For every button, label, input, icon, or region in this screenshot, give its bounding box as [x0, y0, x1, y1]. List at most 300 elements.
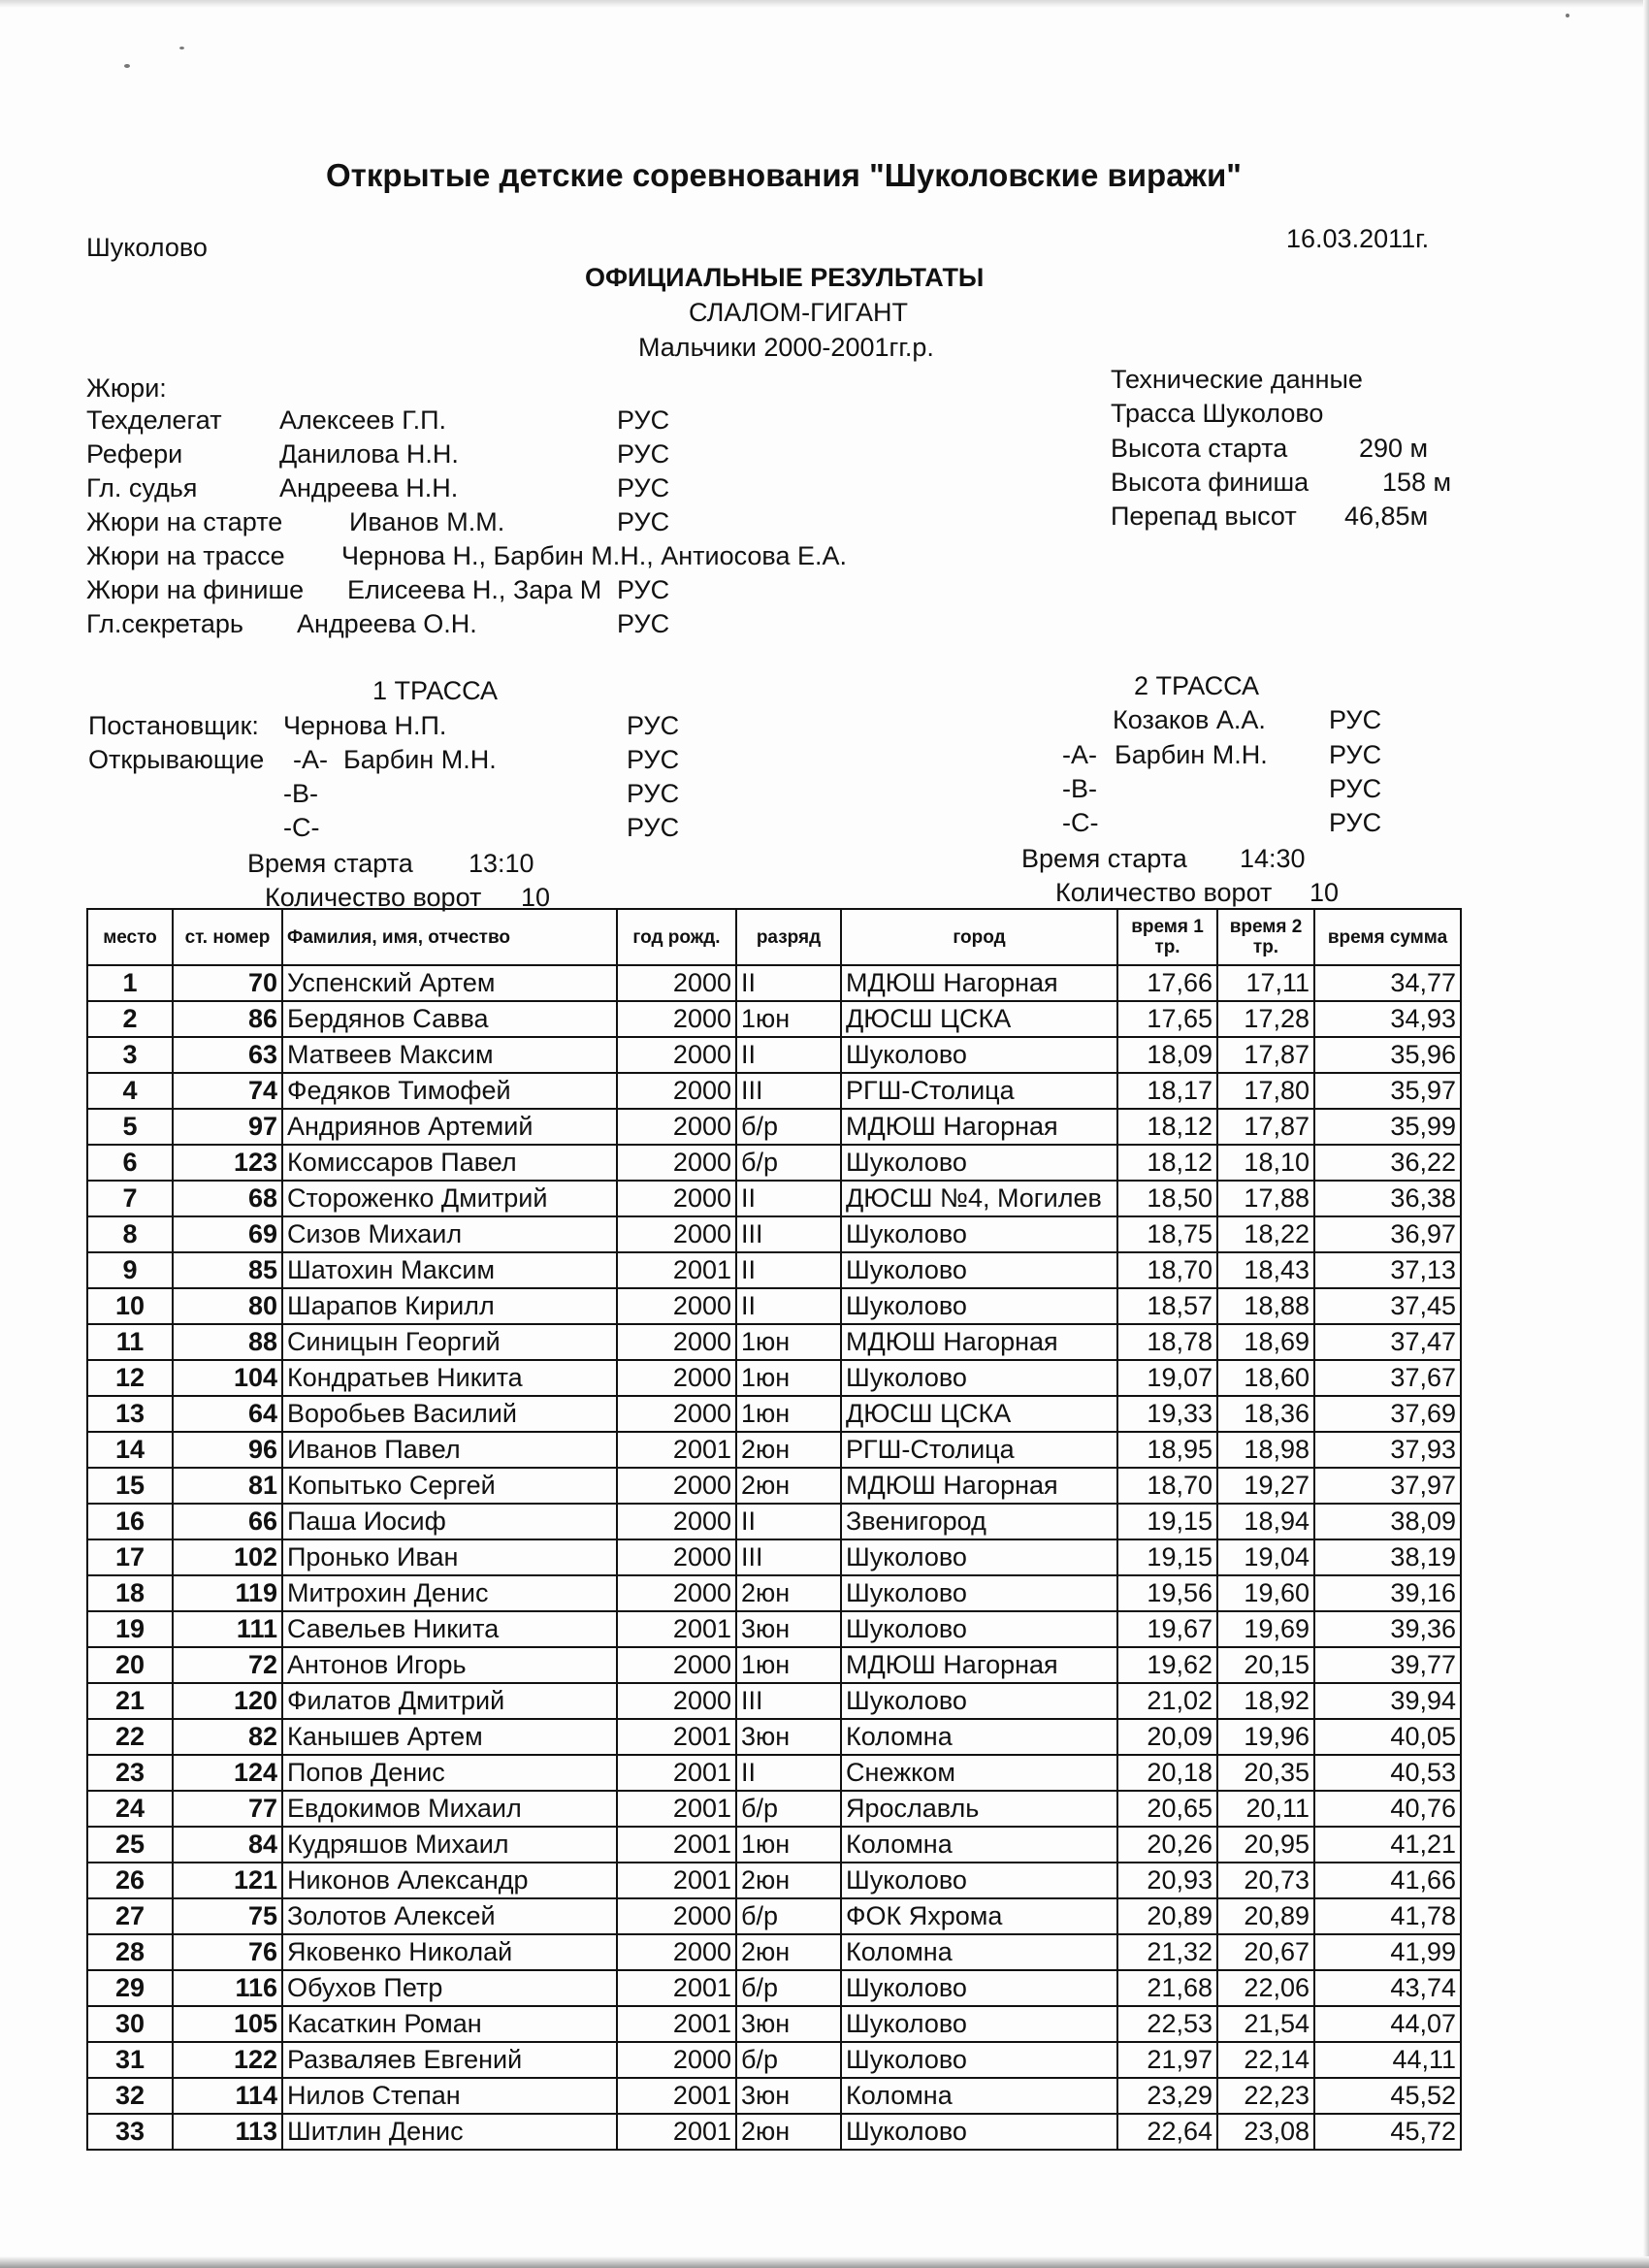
name-cell: Филатов Дмитрий: [282, 1683, 617, 1719]
name-cell: Шатохин Максим: [282, 1252, 617, 1288]
run2-forerunner-code: -В-: [1062, 774, 1097, 803]
place-cell: 13: [87, 1396, 173, 1432]
time2-cell: 20,15: [1217, 1647, 1314, 1683]
total-cell: 40,76: [1314, 1791, 1461, 1827]
time1-cell: 18,70: [1117, 1468, 1217, 1504]
time1-cell: 18,50: [1117, 1181, 1217, 1216]
discipline: СЛАЛОМ-ГИГАНТ: [689, 298, 908, 327]
city-cell: Шуколово: [841, 1539, 1117, 1575]
place-cell: 32: [87, 2078, 173, 2114]
time2-cell: 20,67: [1217, 1934, 1314, 1970]
table-row: [87, 1934, 1461, 1970]
year-cell: 2000: [617, 1647, 736, 1683]
bib-cell: 77: [173, 1791, 282, 1827]
category-cell: II: [736, 965, 841, 1001]
time2-cell: 17,11: [1217, 965, 1314, 1001]
year-cell: 2000: [617, 2042, 736, 2078]
run2-setter-country: РУС: [1329, 705, 1382, 734]
year-cell: 2001: [617, 1252, 736, 1288]
year-cell: 2000: [617, 1073, 736, 1109]
run2-forerunner-country: РУС: [1329, 774, 1382, 803]
results-table: [86, 908, 1462, 2151]
time2-cell: 17,80: [1217, 1073, 1314, 1109]
category-cell: 2юн: [736, 1432, 841, 1468]
technical-label: Технические данные: [1111, 365, 1363, 394]
total-cell: 37,13: [1314, 1252, 1461, 1288]
time2-cell: 18,88: [1217, 1288, 1314, 1324]
run1-forerunner-country: РУС: [627, 813, 680, 842]
results-body: [87, 965, 1461, 2150]
run1-setter: Чернова Н.П.: [283, 711, 447, 740]
year-cell: 2000: [617, 1181, 736, 1216]
time1-cell: 18,09: [1117, 1037, 1217, 1073]
header-name: Фамилия, имя, отчество: [282, 909, 617, 965]
jury-role: Жюри на старте: [86, 507, 283, 536]
category-cell: б/р: [736, 1145, 841, 1181]
results-heading: ОФИЦИАЛЬНЫЕ РЕЗУЛЬТАТЫ: [585, 263, 985, 292]
course-name: Трасса Шуколово: [1111, 399, 1324, 428]
total-cell: 43,74: [1314, 1970, 1461, 2006]
total-cell: 36,22: [1314, 1145, 1461, 1181]
time1-cell: 19,07: [1117, 1360, 1217, 1396]
jury-role: Гл. судья: [86, 473, 198, 502]
time1-cell: 21,97: [1117, 2042, 1217, 2078]
name-cell: Касаткин Роман: [282, 2006, 617, 2042]
total-cell: 38,19: [1314, 1539, 1461, 1575]
table-row: [87, 1683, 1461, 1719]
total-cell: 37,69: [1314, 1396, 1461, 1432]
run1-label: 1 ТРАССА: [372, 676, 499, 705]
age-group: Мальчики 2000-2001гг.р.: [638, 333, 934, 362]
bib-cell: 88: [173, 1324, 282, 1360]
place-cell: 9: [87, 1252, 173, 1288]
run1-setter-label: Постановщик:: [88, 711, 259, 740]
total-cell: 34,77: [1314, 965, 1461, 1001]
bib-cell: 116: [173, 1970, 282, 2006]
run2-gates: 10: [1310, 878, 1340, 907]
year-cell: 2001: [617, 1719, 736, 1755]
run1-forerunner-code: -В-: [283, 779, 318, 808]
jury-role: Гл.секретарь: [86, 609, 243, 638]
time2-cell: 18,43: [1217, 1252, 1314, 1288]
table-row: [87, 1719, 1461, 1755]
time2-cell: 20,73: [1217, 1863, 1314, 1898]
category-cell: 3юн: [736, 1719, 841, 1755]
bib-cell: 120: [173, 1683, 282, 1719]
name-cell: Антонов Игорь: [282, 1647, 617, 1683]
name-cell: Комиссаров Павел: [282, 1145, 617, 1181]
scan-edge-top: [0, 0, 1649, 8]
place-cell: 8: [87, 1216, 173, 1252]
time1-cell: 23,29: [1117, 2078, 1217, 2114]
table-row: [87, 1539, 1461, 1575]
total-cell: 37,47: [1314, 1324, 1461, 1360]
category-cell: 1юн: [736, 1827, 841, 1863]
total-cell: 39,77: [1314, 1647, 1461, 1683]
scan-edge-right: [1643, 0, 1649, 2268]
time2-cell: 19,69: [1217, 1611, 1314, 1647]
bib-cell: 63: [173, 1037, 282, 1073]
name-cell: Пронько Иван: [282, 1539, 617, 1575]
jury-label: Жюри:: [86, 373, 167, 403]
time1-cell: 18,75: [1117, 1216, 1217, 1252]
city-cell: Шуколово: [841, 1970, 1117, 2006]
city-cell: РГШ-Столица: [841, 1432, 1117, 1468]
category-cell: 2юн: [736, 1934, 841, 1970]
city-cell: Шуколово: [841, 2114, 1117, 2150]
time1-cell: 21,32: [1117, 1934, 1217, 1970]
run1-forerunner-country: РУС: [627, 779, 680, 808]
jury-name: Елисеева Н., Зара М: [347, 575, 602, 604]
year-cell: 2000: [617, 1145, 736, 1181]
scan-speck: [179, 47, 184, 49]
place-cell: 2: [87, 1001, 173, 1037]
year-cell: 2000: [617, 1360, 736, 1396]
total-cell: 38,09: [1314, 1504, 1461, 1539]
category-cell: б/р: [736, 1898, 841, 1934]
time1-cell: 20,26: [1117, 1827, 1217, 1863]
total-cell: 45,52: [1314, 2078, 1461, 2114]
name-cell: Синицын Георгий: [282, 1324, 617, 1360]
table-row: [87, 1324, 1461, 1360]
name-cell: Сизов Михаил: [282, 1216, 617, 1252]
place-cell: 27: [87, 1898, 173, 1934]
place-cell: 4: [87, 1073, 173, 1109]
city-cell: МДЮШ Нагорная: [841, 1324, 1117, 1360]
place-cell: 18: [87, 1575, 173, 1611]
city-cell: Шуколово: [841, 1037, 1117, 1073]
time1-cell: 18,95: [1117, 1432, 1217, 1468]
tech-value: 158 м: [1382, 468, 1452, 497]
name-cell: Савельев Никита: [282, 1611, 617, 1647]
run1-start-time-label: Время старта: [247, 849, 413, 878]
total-cell: 36,97: [1314, 1216, 1461, 1252]
total-cell: 34,93: [1314, 1001, 1461, 1037]
name-cell: Кудряшов Михаил: [282, 1827, 617, 1863]
total-cell: 41,21: [1314, 1827, 1461, 1863]
bib-cell: 66: [173, 1504, 282, 1539]
table-row: [87, 1898, 1461, 1934]
bib-cell: 81: [173, 1468, 282, 1504]
table-row: [87, 1181, 1461, 1216]
time1-cell: 21,02: [1117, 1683, 1217, 1719]
place-cell: 12: [87, 1360, 173, 1396]
table-row: [87, 2114, 1461, 2150]
total-cell: 41,99: [1314, 1934, 1461, 1970]
bib-cell: 64: [173, 1396, 282, 1432]
year-cell: 2001: [617, 1970, 736, 2006]
header-time2: время 2 тр.: [1217, 909, 1314, 965]
time1-cell: 17,66: [1117, 965, 1217, 1001]
table-row: [87, 1504, 1461, 1539]
jury-name: Алексеев Г.П.: [279, 405, 447, 435]
time1-cell: 18,12: [1117, 1145, 1217, 1181]
run2-forerunner-country: РУС: [1329, 808, 1382, 837]
table-row: [87, 1001, 1461, 1037]
category-cell: 1юн: [736, 1001, 841, 1037]
place-cell: 25: [87, 1827, 173, 1863]
name-cell: Шитлин Денис: [282, 2114, 617, 2150]
name-cell: Копытько Сергей: [282, 1468, 617, 1504]
time1-cell: 20,65: [1117, 1791, 1217, 1827]
city-cell: Снежком: [841, 1755, 1117, 1791]
bib-cell: 74: [173, 1073, 282, 1109]
table-row: [87, 1611, 1461, 1647]
time2-cell: 18,22: [1217, 1216, 1314, 1252]
place-cell: 15: [87, 1468, 173, 1504]
time2-cell: 22,14: [1217, 2042, 1314, 2078]
time1-cell: 18,78: [1117, 1324, 1217, 1360]
header-category: разряд: [736, 909, 841, 965]
place-cell: 1: [87, 965, 173, 1001]
category-cell: 2юн: [736, 2114, 841, 2150]
total-cell: 40,53: [1314, 1755, 1461, 1791]
city-cell: Шуколово: [841, 1216, 1117, 1252]
city-cell: Шуколово: [841, 1575, 1117, 1611]
place-cell: 26: [87, 1863, 173, 1898]
time2-cell: 20,89: [1217, 1898, 1314, 1934]
total-cell: 36,38: [1314, 1181, 1461, 1216]
table-row: [87, 965, 1461, 1001]
table-row: [87, 1109, 1461, 1145]
jury-name: Данилова Н.Н.: [279, 439, 459, 469]
year-cell: 2001: [617, 2006, 736, 2042]
run1-gates: 10: [521, 883, 551, 912]
category-cell: 3юн: [736, 2006, 841, 2042]
time1-cell: 17,65: [1117, 1001, 1217, 1037]
bib-cell: 113: [173, 2114, 282, 2150]
time1-cell: 20,93: [1117, 1863, 1217, 1898]
place-cell: 20: [87, 1647, 173, 1683]
name-cell: Успенский Артем: [282, 965, 617, 1001]
table-row: [87, 1037, 1461, 1073]
name-cell: Матвеев Максим: [282, 1037, 617, 1073]
bib-cell: 119: [173, 1575, 282, 1611]
bib-cell: 123: [173, 1145, 282, 1181]
time2-cell: 23,08: [1217, 2114, 1314, 2150]
city-cell: РГШ-Столица: [841, 1073, 1117, 1109]
place-cell: 28: [87, 1934, 173, 1970]
name-cell: Воробьев Василий: [282, 1396, 617, 1432]
scan-speck: [1566, 14, 1569, 17]
bib-cell: 97: [173, 1109, 282, 1145]
bib-cell: 69: [173, 1216, 282, 1252]
table-row: [87, 1432, 1461, 1468]
time2-cell: 19,60: [1217, 1575, 1314, 1611]
year-cell: 2001: [617, 1432, 736, 1468]
time2-cell: 18,36: [1217, 1396, 1314, 1432]
total-cell: 37,93: [1314, 1432, 1461, 1468]
city-cell: МДЮШ Нагорная: [841, 965, 1117, 1001]
name-cell: Андриянов Артемий: [282, 1109, 617, 1145]
year-cell: 2000: [617, 1324, 736, 1360]
bib-cell: 105: [173, 2006, 282, 2042]
city-cell: ФОК Яхрома: [841, 1898, 1117, 1934]
run2-start-time-label: Время старта: [1021, 844, 1187, 873]
name-cell: Стороженко Дмитрий: [282, 1181, 617, 1216]
bib-cell: 70: [173, 965, 282, 1001]
jury-role: Жюри на трассе: [86, 541, 285, 570]
city-cell: Коломна: [841, 1827, 1117, 1863]
place-cell: 21: [87, 1683, 173, 1719]
category-cell: II: [736, 1755, 841, 1791]
year-cell: 2000: [617, 1396, 736, 1432]
table-row: [87, 1755, 1461, 1791]
place-cell: 22: [87, 1719, 173, 1755]
table-header-row: [87, 909, 1461, 965]
name-cell: Попов Денис: [282, 1755, 617, 1791]
time2-cell: 19,04: [1217, 1539, 1314, 1575]
run2-forerunner-code: -А-: [1062, 740, 1097, 769]
name-cell: Митрохин Денис: [282, 1575, 617, 1611]
bib-cell: 82: [173, 1719, 282, 1755]
name-cell: Шарапов Кирилл: [282, 1288, 617, 1324]
category-cell: 1юн: [736, 1647, 841, 1683]
tech-value: 290 м: [1359, 434, 1429, 463]
bib-cell: 84: [173, 1827, 282, 1863]
year-cell: 2000: [617, 1001, 736, 1037]
year-cell: 2001: [617, 1827, 736, 1863]
category-cell: б/р: [736, 1109, 841, 1145]
place-cell: 10: [87, 1288, 173, 1324]
jury-name: Андреева О.Н.: [297, 609, 477, 638]
time2-cell: 20,35: [1217, 1755, 1314, 1791]
header-year: год рожд.: [617, 909, 736, 965]
total-cell: 44,11: [1314, 2042, 1461, 2078]
name-cell: Золотов Алексей: [282, 1898, 617, 1934]
year-cell: 2000: [617, 965, 736, 1001]
date: 16.03.2011г.: [1286, 224, 1430, 253]
time2-cell: 18,60: [1217, 1360, 1314, 1396]
city-cell: Шуколово: [841, 1288, 1117, 1324]
run1-forerunner-name: Барбин М.Н.: [343, 745, 497, 774]
time2-cell: 17,87: [1217, 1037, 1314, 1073]
total-cell: 37,97: [1314, 1468, 1461, 1504]
time1-cell: 20,09: [1117, 1719, 1217, 1755]
run2-gates-label: Количество ворот: [1055, 878, 1273, 907]
document-title: Открытые детские соревнования "Шуколовские виражи": [326, 157, 1242, 193]
bib-cell: 75: [173, 1898, 282, 1934]
name-cell: Иванов Павел: [282, 1432, 617, 1468]
city-cell: Шуколово: [841, 1252, 1117, 1288]
scan-speck: [124, 64, 130, 68]
city-cell: ДЮСШ ЦСКА: [841, 1396, 1117, 1432]
tech-label: Высота финиша: [1111, 468, 1310, 497]
run1-setter-country: РУС: [627, 711, 680, 740]
year-cell: 2000: [617, 1037, 736, 1073]
name-cell: Паша Иосиф: [282, 1504, 617, 1539]
location: Шуколово: [86, 233, 208, 262]
city-cell: Звенигород: [841, 1504, 1117, 1539]
city-cell: Коломна: [841, 1934, 1117, 1970]
scan-edge-bottom: [0, 2256, 1649, 2268]
year-cell: 2000: [617, 1539, 736, 1575]
bib-cell: 104: [173, 1360, 282, 1396]
year-cell: 2000: [617, 1468, 736, 1504]
place-cell: 17: [87, 1539, 173, 1575]
name-cell: Канышев Артем: [282, 1719, 617, 1755]
time2-cell: 22,23: [1217, 2078, 1314, 2114]
category-cell: III: [736, 1683, 841, 1719]
table-row: [87, 1575, 1461, 1611]
total-cell: 35,97: [1314, 1073, 1461, 1109]
run2-forerunner-name: Барбин М.Н.: [1115, 740, 1268, 769]
header-place: место: [87, 909, 173, 965]
time2-cell: 17,87: [1217, 1109, 1314, 1145]
table-row: [87, 1396, 1461, 1432]
bib-cell: 102: [173, 1539, 282, 1575]
place-cell: 30: [87, 2006, 173, 2042]
jury-country: РУС: [617, 609, 670, 638]
category-cell: 2юн: [736, 1468, 841, 1504]
time2-cell: 20,11: [1217, 1791, 1314, 1827]
year-cell: 2001: [617, 2078, 736, 2114]
run1-forerunner-code: -С-: [283, 813, 320, 842]
place-cell: 19: [87, 1611, 173, 1647]
city-cell: МДЮШ Нагорная: [841, 1468, 1117, 1504]
place-cell: 11: [87, 1324, 173, 1360]
jury-country: РУС: [617, 575, 670, 604]
tech-label: Высота старта: [1111, 434, 1288, 463]
run1-forerunner-country: РУС: [627, 745, 680, 774]
total-cell: 44,07: [1314, 2006, 1461, 2042]
header-total: время сумма: [1314, 909, 1461, 965]
category-cell: II: [736, 1037, 841, 1073]
name-cell: Разваляев Евгений: [282, 2042, 617, 2078]
total-cell: 35,96: [1314, 1037, 1461, 1073]
name-cell: Кондратьев Никита: [282, 1360, 617, 1396]
table-row: [87, 1252, 1461, 1288]
jury-country: РУС: [617, 473, 670, 502]
year-cell: 2001: [617, 2114, 736, 2150]
year-cell: 2001: [617, 1791, 736, 1827]
name-cell: Федяков Тимофей: [282, 1073, 617, 1109]
category-cell: II: [736, 1181, 841, 1216]
run2-start-time: 14:30: [1240, 844, 1306, 873]
bib-cell: 111: [173, 1611, 282, 1647]
city-cell: Шуколово: [841, 1683, 1117, 1719]
name-cell: Нилов Степан: [282, 2078, 617, 2114]
year-cell: 2000: [617, 1898, 736, 1934]
year-cell: 2000: [617, 1288, 736, 1324]
table-row: [87, 1360, 1461, 1396]
category-cell: б/р: [736, 2042, 841, 2078]
run2-forerunner-code: -С-: [1062, 808, 1099, 837]
time2-cell: 18,94: [1217, 1504, 1314, 1539]
place-cell: 6: [87, 1145, 173, 1181]
jury-country: РУС: [617, 507, 670, 536]
category-cell: III: [736, 1539, 841, 1575]
run1-forerunners-label: Открывающие: [88, 745, 265, 774]
category-cell: б/р: [736, 1791, 841, 1827]
jury-role: Рефери: [86, 439, 183, 469]
total-cell: 40,05: [1314, 1719, 1461, 1755]
place-cell: 3: [87, 1037, 173, 1073]
category-cell: II: [736, 1252, 841, 1288]
jury-country: РУС: [617, 405, 670, 435]
time2-cell: 18,10: [1217, 1145, 1314, 1181]
city-cell: Шуколово: [841, 1145, 1117, 1181]
year-cell: 2000: [617, 1109, 736, 1145]
city-cell: Ярославль: [841, 1791, 1117, 1827]
city-cell: Шуколово: [841, 2006, 1117, 2042]
tech-value: 46,85м: [1344, 502, 1429, 531]
category-cell: 1юн: [736, 1324, 841, 1360]
time1-cell: 18,12: [1117, 1109, 1217, 1145]
category-cell: б/р: [736, 1970, 841, 2006]
bib-cell: 72: [173, 1647, 282, 1683]
year-cell: 2001: [617, 1863, 736, 1898]
